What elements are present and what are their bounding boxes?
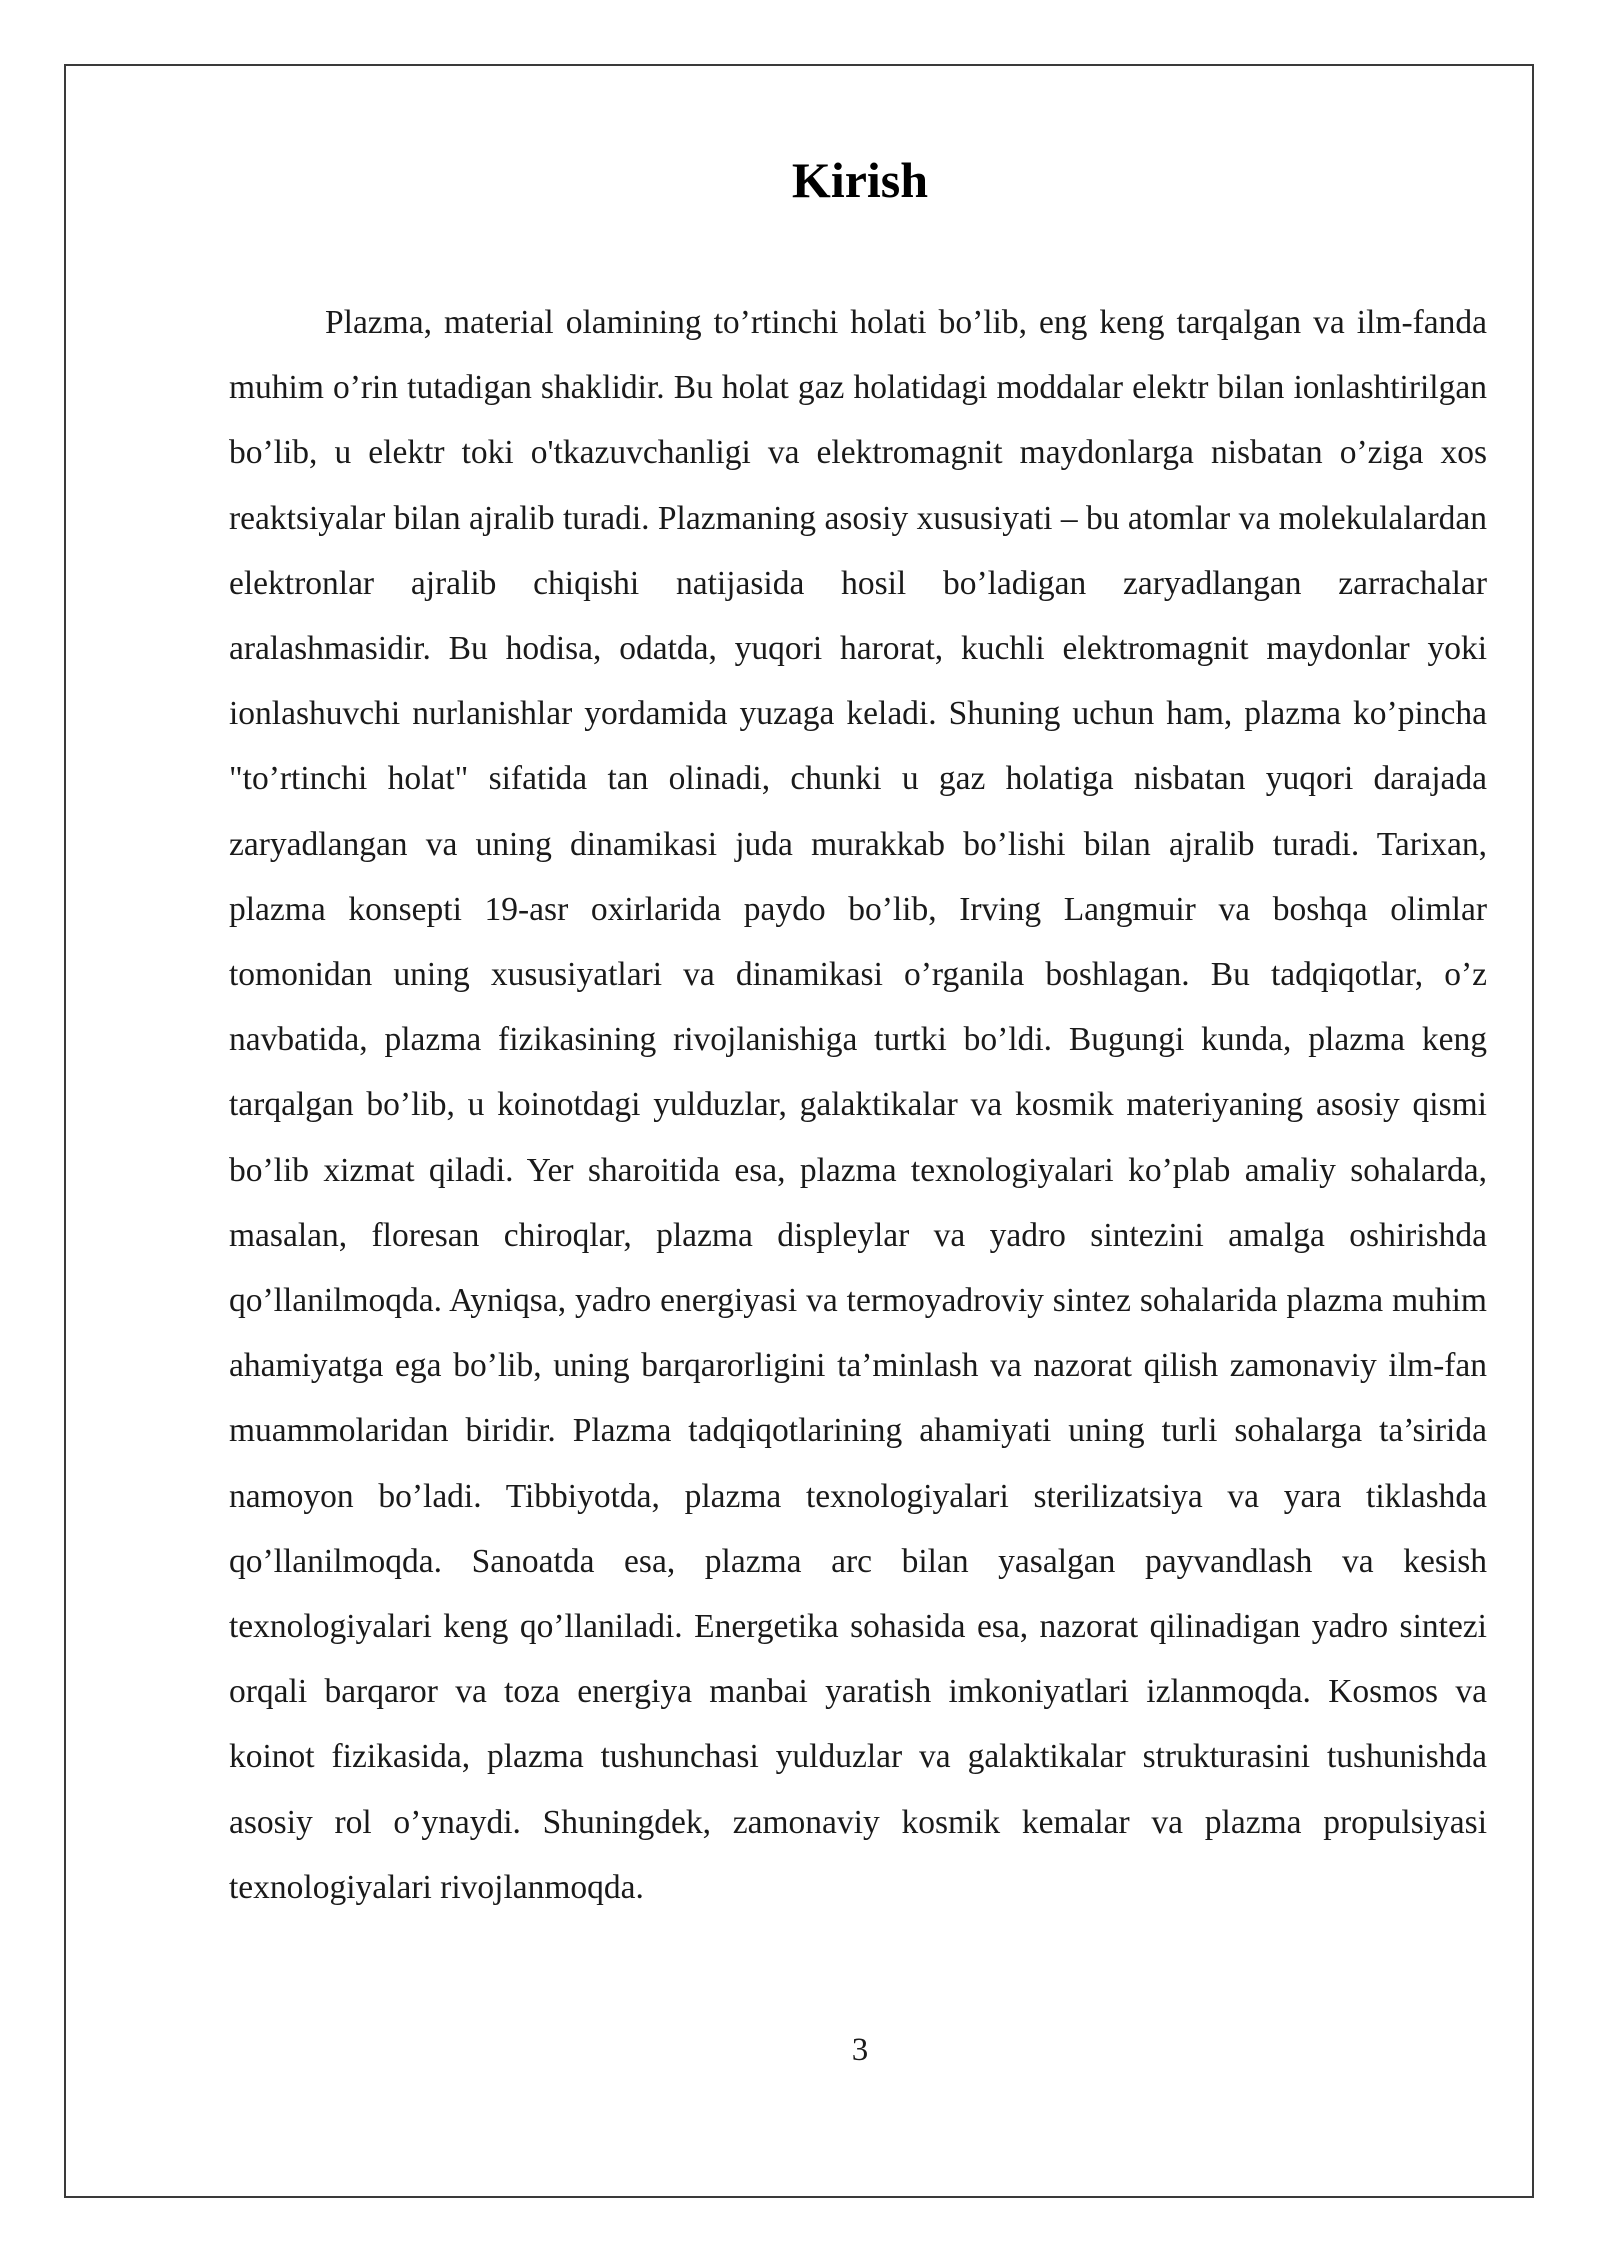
- page-title: Kirish: [791, 152, 929, 208]
- page-number: 3: [851, 2032, 869, 2068]
- body-paragraph: Plazma, material olamining to’rtinchi holati bo’lib, eng keng tarqalgan va ilm-fanda muhim o’rin tutadigan shaklidir. Bu holat gaz holatidagi moddalar elektr bilan ionlashtirilgan bo’lib, u elektr toki o'tkazuvchanligi va elektromagnit maydonlarga nisbatan o’ziga xos reaktsiyalar bilan ajralib turadi. Plazmaning asosiy xususiyati – bu atomlar va molekulalardan elektronlar ajralib chiqishi natijasida hosil bo’ladigan zaryadlangan zarrachalar aralashmasidir. Bu hodisa, odatda, yuqori harorat, kuchli elektromagnit maydonlar yoki ionlashuvchi nurlanishlar yordamida yuzaga keladi. Shuning uchun ham, plazma ko’pincha "to’rtinchi holat" sifatida tan olinadi, chunki u gaz holatiga nisbatan yuqori darajada zaryadlangan va uning dinamikasi juda murakkab bo’lishi bilan ajralib turadi. Tarixan, plazma konsepti 19-asr oxirlarida paydo bo’lib, Irving Langmuir va boshqa olimlar tomonidan uning xususiyatlari va dinamikasi o’rganila boshlagan. Bu tadqiqotlar, o’z navbatida, plazma fizikasining rivojlanishiga turtki bo’ldi. Bugungi kunda, plazma keng tarqalgan bo’lib, u koinotdagi yulduzlar, galaktikalar va kosmik materiyaning asosiy qismi bo’lib xizmat qiladi. Yer sharoitida esa, plazma texnologiyalari ko’plab amaliy sohalarda, masalan, floresan chiroqlar, plazma displeylar va yadro sintezini amalga oshirishda qo’llanilmoqda. Ayniqsa, yadro energiyasi va termoyadroviy sintez sohalarida plazma muhim ahamiyatga ega bo’lib, uning barqarorligini ta’minlash va nazorat qilish zamonaviy ilm-fan muammolaridan biridir. Plazma tadqiqotlarining ahamiyati uning turli sohalarga ta’sirida namoyon bo’ladi. Tibbiyotda, plazma texnologiyalari sterilizatsiya va yara tiklashda qo’llanilmoqda. Sanoatda esa, plazma arc bilan yasalgan payvandlash va kesish texnologiyalari keng qo’llaniladi. Energetika sohasida esa, nazorat qilinadigan yadro sintezi orqali barqaror va toza energiya manbai yaratish imkoniyatlari izlanmoqda. Kosmos va koinot fizikasida, plazma tushunchasi yulduzlar va galaktikalar strukturasini tushunishda asosiy rol o’ynaydi. Shuningdek, zamonaviy kosmik kemalar va plazma propulsiyasi texnologiyalari rivojlanmoqda.: [229, 304, 1487, 1906]
